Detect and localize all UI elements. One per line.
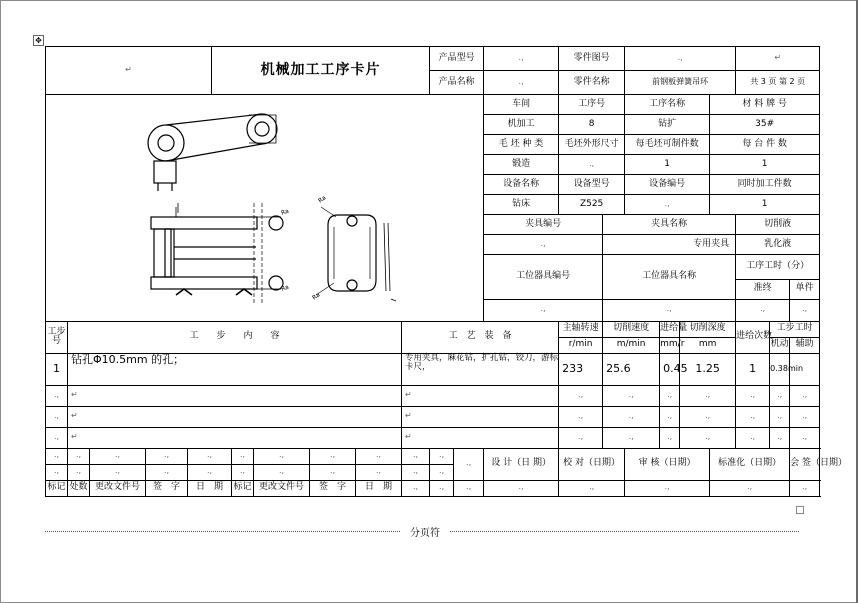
rev-date-label: 日 期 [188, 480, 232, 496]
dimension-label: Ra [279, 207, 290, 217]
blank-type-value[interactable]: 锻造 [484, 155, 559, 175]
part-drawing-extra[interactable]: ↵ [736, 47, 820, 71]
rev-cell[interactable]: ., [90, 464, 146, 480]
blank-size-value[interactable]: ., [559, 155, 625, 175]
empty-cell[interactable]: ↵ [402, 385, 559, 406]
part-drawing-no-label: 零件图号 [559, 47, 625, 71]
countersign-value[interactable]: ., [790, 480, 820, 496]
station-tool-no-value[interactable]: ., [484, 299, 603, 321]
rev-cell[interactable]: ., [232, 464, 254, 480]
review-label: 审 核（日期） [625, 448, 710, 480]
qty-per-unit-value[interactable]: 1 [710, 155, 820, 175]
standard-value[interactable]: ., [710, 480, 790, 496]
check-label: 校 对（日期） [559, 448, 625, 480]
workshop-label: 车间 [484, 95, 559, 115]
step-content-header: 工 步 内 容 [68, 321, 402, 353]
rev-cell[interactable]: ., [146, 448, 188, 464]
empty-cell[interactable]: ., [603, 406, 660, 427]
unit-value[interactable]: ., [790, 299, 820, 321]
empty-cell[interactable]: ., [770, 427, 790, 448]
empty-cell[interactable]: ., [770, 385, 790, 406]
fixture-drawing [66, 95, 464, 317]
dimension-label: Ra [316, 194, 328, 205]
machine-time-header: 机动 [770, 337, 790, 353]
station-tool-no-label: 工位器具编号 [484, 255, 603, 300]
part-name-value[interactable]: 前钢板弹簧吊环 [625, 71, 736, 95]
cutting-speed-unit: m/min [603, 337, 660, 353]
review-value[interactable]: ., [625, 480, 710, 496]
rev-cell[interactable]: ., [188, 448, 232, 464]
empty-cell[interactable]: ., [736, 427, 770, 448]
coolant-value[interactable]: 乳化液 [736, 235, 820, 255]
rev-cell[interactable]: ., [232, 448, 254, 464]
empty-cell[interactable]: ., [660, 427, 680, 448]
empty-cell[interactable]: ., [790, 427, 820, 448]
product-name-value[interactable]: ., [484, 71, 559, 95]
simul-parts-label: 同时加工件数 [710, 175, 820, 195]
part-sketch [46, 95, 484, 322]
table-move-handle-icon[interactable]: ✥ [33, 35, 44, 46]
process-card-table [45, 46, 848, 497]
table-row [46, 406, 820, 427]
rev-cell[interactable]: ., [68, 464, 90, 480]
depth-unit: mm [680, 337, 736, 353]
empty-cell[interactable]: ., [660, 406, 680, 427]
rev-cell[interactable]: ., [90, 448, 146, 464]
op-no-value[interactable]: 8 [559, 115, 625, 135]
fixture-name-label: 夹具名称 [603, 215, 736, 235]
equip-name-value[interactable]: 钻床 [484, 195, 559, 215]
empty-cell[interactable]: ., [603, 427, 660, 448]
table-row [46, 353, 820, 385]
rev-sign-label: 签 字 [146, 480, 188, 496]
product-model-label: 产品型号 [430, 47, 484, 71]
prep-value[interactable]: ., [736, 299, 790, 321]
rev-cell[interactable]: ., [46, 464, 68, 480]
rev-cell[interactable]: ., [254, 448, 310, 464]
product-name-label: 产品名称 [430, 71, 484, 95]
empty-cell[interactable]: ., [46, 385, 68, 406]
station-tool-name-value[interactable]: ., [603, 299, 736, 321]
empty-cell[interactable]: ., [559, 406, 603, 427]
rev-cell[interactable]: ., [402, 464, 430, 480]
rev-count-label: 处数 [68, 480, 90, 496]
rev-cell[interactable]: ., [146, 464, 188, 480]
rev-cell[interactable]: ., [68, 448, 90, 464]
dimension-label: Ra [279, 283, 290, 293]
empty-cell[interactable]: ., [46, 427, 68, 448]
design-value[interactable]: ., [484, 480, 559, 496]
equip-no-value[interactable]: ., [625, 195, 710, 215]
process-card-sheet [45, 46, 848, 509]
fixture-name-value[interactable]: 专用夹具 [603, 235, 736, 255]
empty-cell[interactable]: ↵ [402, 406, 559, 427]
fixture-no-value[interactable]: ., [484, 235, 603, 255]
standard-label: 标准化（日期） [710, 448, 790, 480]
empty-cell[interactable]: ., [559, 427, 603, 448]
spindle-speed-unit: r/min [559, 337, 603, 353]
passes-header: 进给次数 [736, 321, 770, 353]
empty-cell[interactable]: ., [790, 385, 820, 406]
workshop-value[interactable]: 机加工 [484, 115, 559, 135]
rev-cell[interactable]: ., [188, 464, 232, 480]
step-no-header: 工步号 [46, 321, 68, 353]
rev-cell[interactable]: ., [310, 448, 356, 464]
card-title: 机械加工工序卡片 [212, 47, 430, 95]
table-resize-handle-icon[interactable] [796, 506, 804, 514]
op-time-label: 工序工时（分） [736, 255, 820, 280]
spindle-speed-header: 主轴转速 [559, 321, 603, 337]
equip-model-value[interactable]: Z525 [559, 195, 625, 215]
empty-cell[interactable]: ., [790, 406, 820, 427]
rev-sign-label: 签 字 [310, 480, 356, 496]
rev-cell[interactable]: ., [310, 464, 356, 480]
blank-size-label: 毛坯外形尺寸 [559, 135, 625, 155]
dimension-label: Ra [310, 291, 322, 302]
empty-cell[interactable]: ., [603, 385, 660, 406]
rev-cell[interactable]: ., [430, 464, 454, 480]
rev-cell[interactable]: ., [402, 448, 430, 464]
prep-label: 准终 [736, 279, 790, 299]
page-break-line [450, 531, 799, 532]
rev-extra-cell[interactable]: ., [430, 480, 454, 496]
empty-cell[interactable]: ↵ [68, 385, 402, 406]
step-time-header: 工步工时 [770, 321, 820, 337]
page-break-line [45, 531, 400, 532]
logo-cell: ↵ [46, 47, 212, 95]
empty-cell[interactable]: ., [46, 406, 68, 427]
tooling-cell[interactable]: 专用夹具，麻花钻，扩孔钻，铰刀，游标卡尺， [402, 353, 559, 385]
feed-header: 进给量 [660, 321, 680, 337]
coolant-label: 切削液 [736, 215, 820, 235]
rev-cell[interactable]: ., [254, 464, 310, 480]
op-name-value[interactable]: 钻扩 [625, 115, 710, 135]
station-tool-name-label: 工位器具名称 [603, 255, 736, 300]
design-label: 设 计（日 期） [484, 448, 559, 480]
qty-per-unit-label: 每 台 件 数 [710, 135, 820, 155]
cutting-speed-header: 切削速度 [603, 321, 660, 337]
op-name-label: 工序名称 [625, 95, 710, 115]
empty-cell[interactable]: ↵ [402, 427, 559, 448]
rev-mark-label: 标记 [46, 480, 68, 496]
rev-mark-label: 标记 [232, 480, 254, 496]
page-break-marker [45, 524, 799, 538]
passes-cell[interactable]: 1 [736, 353, 770, 385]
blank-type-label: 毛 坯 种 类 [484, 135, 559, 155]
product-model-value[interactable]: ., [484, 47, 559, 71]
parts-per-blank-label: 每毛坯可制件数 [625, 135, 710, 155]
fixture-no-label: 夹具编号 [484, 215, 603, 235]
empty-cell[interactable]: ., [680, 427, 736, 448]
feed-cell[interactable]: 0.45 [660, 353, 680, 385]
page-break-label: 分页符 [410, 528, 440, 539]
simul-parts-value[interactable]: 1 [710, 195, 820, 215]
material-value[interactable]: 35# [710, 115, 820, 135]
speed-cell[interactable]: 25.6 [603, 353, 660, 385]
empty-cell[interactable]: ↵ [68, 427, 402, 448]
empty-cell[interactable]: ↵ [68, 406, 402, 427]
unit-label: 单件 [790, 279, 820, 299]
empty-cell[interactable]: ., [770, 406, 790, 427]
tooling-header: 工 艺 装 备 [402, 321, 559, 353]
part-drawing-no-value[interactable]: ., [625, 47, 736, 71]
feed-unit: mm/r [660, 337, 680, 353]
page-counter: 共 3 页 第 2 页 [736, 71, 820, 95]
depth-cell[interactable]: 1.25 [680, 353, 736, 385]
table-row [46, 427, 820, 448]
countersign-label: 会 签（日期） [790, 448, 820, 480]
rev-cell[interactable]: ., [46, 448, 68, 464]
check-value[interactable]: ., [559, 480, 625, 496]
op-no-label: 工序号 [559, 95, 625, 115]
rev-extra-cell[interactable]: ., [454, 480, 484, 496]
rev-cell[interactable]: ., [454, 448, 484, 480]
machine-time-cell[interactable]: 0.38min [770, 353, 790, 385]
empty-cell[interactable]: ., [680, 385, 736, 406]
parts-per-blank-value[interactable]: 1 [625, 155, 710, 175]
step-content-cell[interactable]: 钻孔Φ10.5mm 的孔； [68, 353, 402, 385]
material-label: 材 料 牌 号 [710, 95, 820, 115]
rev-cell[interactable]: ., [430, 448, 454, 464]
empty-cell[interactable]: ., [736, 406, 770, 427]
table-row [46, 385, 820, 406]
step-no-cell[interactable]: 1 [46, 353, 68, 385]
empty-cell[interactable]: ., [736, 385, 770, 406]
empty-cell[interactable]: ., [660, 385, 680, 406]
empty-cell[interactable]: ., [680, 406, 736, 427]
spindle-cell[interactable]: 233 [559, 353, 603, 385]
aux-time-header: 辅助 [790, 337, 820, 353]
rev-date-label: 日 期 [356, 480, 402, 496]
part-name-label: 零件名称 [559, 71, 625, 95]
rev-doc-label: 更改文件号 [254, 480, 310, 496]
rev-cell[interactable]: ., [356, 464, 402, 480]
rev-cell[interactable]: ., [356, 448, 402, 464]
rev-extra-cell[interactable]: ., [402, 480, 430, 496]
empty-cell[interactable]: ., [559, 385, 603, 406]
depth-header: 切削深度 [680, 321, 736, 337]
equip-model-label: 设备型号 [559, 175, 625, 195]
rev-doc-label: 更改文件号 [90, 480, 146, 496]
equip-no-label: 设备编号 [625, 175, 710, 195]
equip-name-label: 设备名称 [484, 175, 559, 195]
